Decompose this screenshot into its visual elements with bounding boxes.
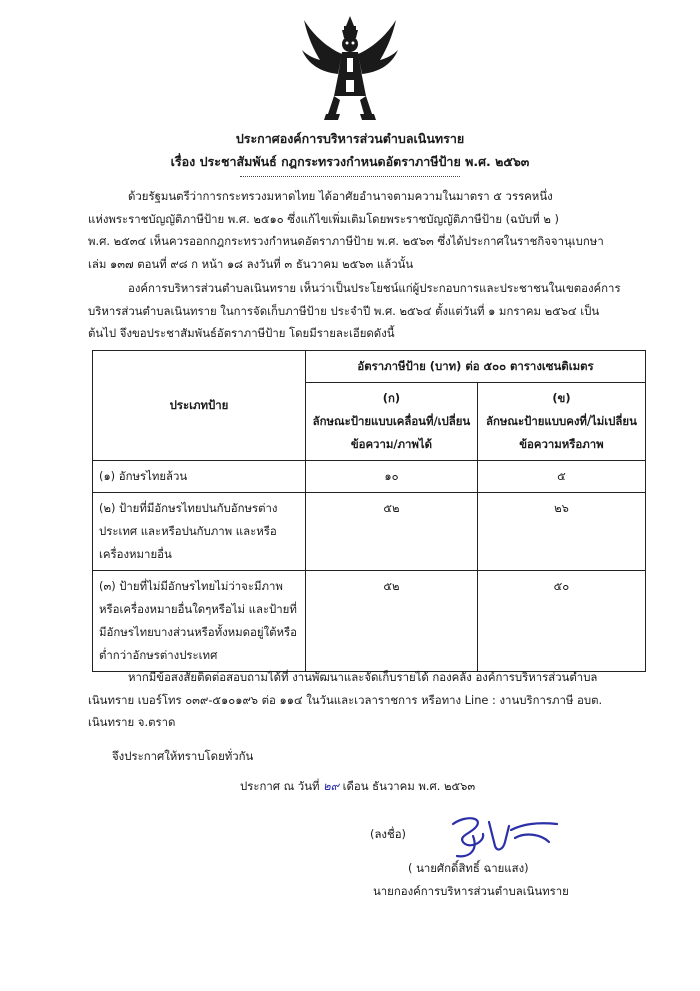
row-type: (๑) อักษรไทยล้วน	[93, 461, 306, 493]
row-rate-b: ๒๖	[477, 493, 645, 571]
garuda-emblem	[300, 14, 400, 122]
row-rate-b: ๕๐	[477, 571, 645, 672]
header-sign-type: ประเภทป้าย	[93, 351, 306, 461]
paragraph-2-line: องค์การบริหารส่วนตำบลเนินทราย เห็นว่าเป็นประโยชน์แก่ผู้ประกอบการและประชาชนในเขตองค์การ	[128, 281, 621, 295]
signer-position: นายกองค์การบริหารส่วนตำบลเนินทราย	[373, 884, 569, 898]
row-rate-a: ๑๐	[306, 461, 478, 493]
paragraph-3-line: เนินทราย จ.ตราด	[88, 715, 176, 730]
paragraph-2	[88, 277, 648, 345]
signature-label: (ลงชื่อ)	[370, 827, 407, 841]
col-a-letter: (ก)	[382, 391, 401, 405]
table-row	[93, 493, 646, 571]
paragraph-1-line: พ.ศ. ๒๕๓๔ เห็นควรออกกฎกระทรวงกำหนดอัตราภาษีป้าย พ.ศ. ๒๕๖๓ ซึ่งได้ประกาศในราชกิจจานุเบกษา	[88, 234, 604, 249]
paragraph-2-line: ต้นไป จึงขอประชาสัมพันธ์อัตราภาษีป้าย โดยมีรายละเอียดดังนี้	[88, 326, 395, 341]
row-rate-a: ๕๒	[306, 493, 478, 571]
row-rate-a: ๕๒	[306, 571, 478, 672]
divider	[240, 176, 460, 177]
row-rate-b: ๕	[477, 461, 645, 493]
announcement-subject: เรื่อง ประชาสัมพันธ์ กฎกระทรวงกำหนดอัตราภาษีป้าย พ.ศ. ๒๕๖๓	[170, 154, 530, 169]
table-row	[93, 571, 646, 672]
table-header-row	[93, 351, 646, 383]
date-prefix: ประกาศ ณ วันที่	[240, 779, 320, 793]
paragraph-2-line: บริหารส่วนตำบลเนินทราย ในการจัดเก็บภาษีป้าย ประจำปี พ.ศ. ๒๕๖๔ ตั้งแต่วันที่ ๑ มกราคม ๒๕๖๔ เป็น	[88, 303, 600, 318]
closing-statement: จึงประกาศให้ทราบโดยทั่วกัน	[112, 749, 254, 763]
handwritten-signature	[445, 812, 565, 862]
announcement-date	[240, 778, 475, 796]
paragraph-1	[88, 185, 648, 276]
row-type: (๒) ป้ายที่มีอักษรไทยปนกับอักษรต่างประเทศ และหรือปนกับภาพ และหรือเครื่องหมายอื่น	[93, 493, 306, 571]
paragraph-3-line: เนินทราย เบอร์โทร ๐๓๙-๕๑๐๑๙๖ ต่อ ๑๑๔ ในวันและเวลาราชการ หรือทาง Line : งานบริการภาษี อบต.	[88, 692, 603, 707]
row-type: (๓) ป้ายที่ไม่มีอักษรไทยไม่ว่าจะมีภาพหรือเครื่องหมายอื่นใดๆหรือไม่ และป้ายที่มีอักษรไทยบางส่วนหรือทั้งหมดอยู่ใต้หรือต่ำกว่าอักษรต่างประเทศ	[93, 571, 306, 672]
paragraph-3	[88, 666, 648, 734]
signer-name: ( นายศักดิ์สิทธิ์ ฉายแสง)	[408, 861, 529, 875]
paragraph-3-line: หากมีข้อสงสัยติดต่อสอบถามได้ที่ งานพัฒนาและจัดเก็บรายได้ กองคลัง องค์การบริหารส่วนตำบล	[128, 670, 598, 684]
table-row	[93, 461, 646, 493]
date-suffix: เดือน ธันวาคม พ.ศ. ๒๕๖๓	[342, 779, 476, 793]
paragraph-1-line: แห่งพระราชบัญญัติภาษีป้าย พ.ศ. ๒๕๑๐ ซึ่งแก้ไขเพิ่มเติมโดยพระราชบัญญัติภาษีป้าย (ฉบับที่ ๒ )	[88, 211, 559, 226]
col-a-label: ลักษณะป้ายแบบเคลื่อนที่/เปลี่ยนข้อความ/ภาพได้	[312, 414, 471, 451]
paragraph-1-line: เล่ม ๑๓๗ ตอนที่ ๙๘ ก หน้า ๑๘ ลงวันที่ ๓ ธันวาคม ๒๕๖๓ แล้วนั้น	[88, 257, 414, 272]
paragraph-1-line: ด้วยรัฐมนตรีว่าการกระทรวงมหาดไทย ได้อาศัยอำนาจตามความในมาตรา ๕ วรรคหนึ่ง	[128, 189, 553, 203]
header-col-a	[306, 383, 478, 461]
col-b-label: ลักษณะป้ายแบบคงที่/ไม่เปลี่ยนข้อความหรือภาพ	[486, 414, 637, 451]
announcement-title: ประกาศองค์การบริหารส่วนตำบลเนินทราย	[235, 131, 465, 146]
col-b-letter: (ข)	[552, 391, 571, 405]
header-col-b	[477, 383, 645, 461]
date-day: ๒๙	[323, 779, 339, 793]
header-rate: อัตราภาษีป้าย (บาท) ต่อ ๕๐๐ ตารางเซนติเมตร	[306, 351, 646, 383]
tax-rate-table	[92, 350, 646, 672]
